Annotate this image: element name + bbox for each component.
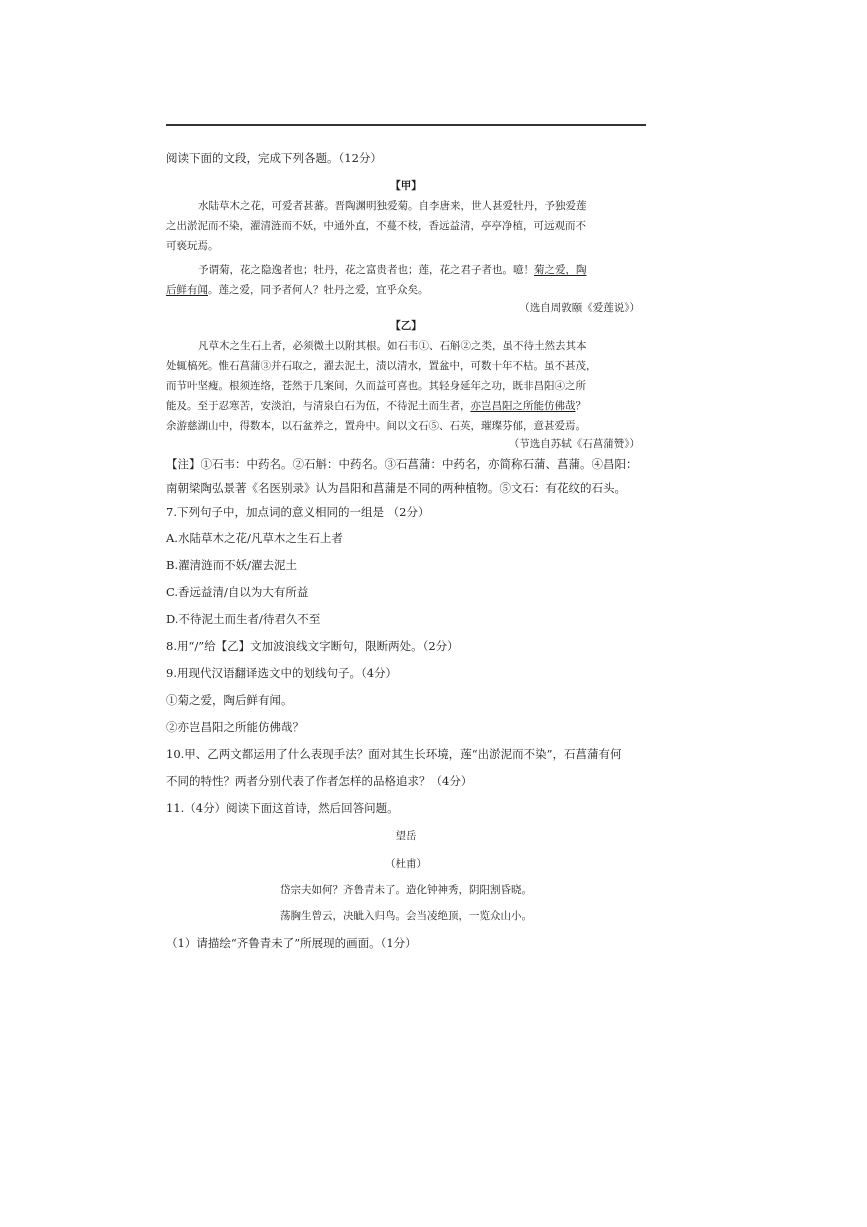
question-8: 8.用“/”给【乙】文加波浪线文字断句，限断两处。（2分） (166, 639, 459, 653)
passage-a-line: 水陆草木之花，可爱者甚蕃。晋陶渊明独爱菊。自李唐来，世人甚爱牡丹，予独爱莲 (198, 200, 587, 212)
notes-line: 南朝梁陶弘景著《名医别录》认为昌阳和菖蒲是不同的两种植物。⑤文石：有花纹的石头。 (166, 481, 626, 495)
passage-b-text: ？ (575, 400, 586, 412)
poem-author: （杜甫） (385, 858, 427, 870)
option-a: A.水陆草木之花/凡草木之生石上者 (166, 531, 343, 545)
question-11-sub1: （1）请描绘“齐鲁青未了”所展现的画面。（1分） (166, 936, 417, 950)
question-7-stem: 7.下列句子中，加点词的意义相同的一组是 （2分） (166, 505, 430, 519)
question-9-stem: 9.用现代汉语翻译选文中的划线句子。（4分） (166, 666, 398, 680)
passage-a-heading: 【甲】 (390, 180, 422, 192)
instruction: 阅读下面的文段，完成下列各题。（12分） (166, 151, 382, 165)
underlined-sentence: 亦岂昌阳之所能仿佛哉 (470, 400, 576, 412)
passage-a-line: 可亵玩焉。 (166, 240, 219, 252)
option-b: B.濯清涟而不妖/濯去泥土 (166, 558, 297, 572)
passage-b-line: 而节叶坚瘦。根须连络，苍然于几案间，久而益可喜也。其轻身延年之功，既非昌阳④之所 (166, 380, 586, 392)
passage-a-line (166, 282, 429, 298)
passage-a-text: 予谓菊，花之隐逸者也；牡丹，花之富贵者也；莲，花之君子者也。噫！ (198, 264, 534, 276)
top-rule (166, 124, 646, 126)
option-d: D.不待泥土而生者/待君久不至 (166, 612, 321, 626)
question-11-stem: 11.（4分）阅读下面这首诗，然后回答问题。 (166, 801, 399, 815)
passage-b-line: 处辄槁死。惟石菖蒲③并石取之，濯去泥土，渍以清水，置盆中，可数十年不枯。虽不甚茂， (166, 360, 597, 372)
poem-title: 望岳 (395, 830, 417, 842)
poem-line: 岱宗夫如何？齐鲁青未了。造化钟神秀，阴阳割昏晓。 (280, 884, 532, 896)
underlined-sentence: 后鲜有闻 (166, 284, 208, 296)
passage-a-line: 之出淤泥而不染，濯清涟而不妖，中通外直，不蔓不枝，香远益清，亭亭净植，可远观而不 (166, 220, 586, 232)
passage-a-source: （选自周敦颐《爱莲说》） (519, 302, 640, 314)
passage-a-line (198, 262, 587, 278)
option-c: C.香远益清/自以为大有所益 (166, 585, 309, 599)
passage-b-line: 凡草木之生石上者，必须微土以附其根。如石韦①、石斛②之类，虽不待土然去其本 (198, 340, 587, 352)
question-10-line: 不同的特性？两者分别代表了作者怎样的品格追求？（4分） (166, 774, 473, 788)
passage-b-source: （节选自苏轼《石菖蒲赞》） (508, 438, 640, 450)
notes-line: 【注】①石韦：中药名。②石斛：中药名。③石菖蒲：中药名，亦简称石蒲、菖蒲。④昌阳： (166, 457, 638, 471)
question-9-item: ①菊之爱，陶后鲜有闻。 (166, 693, 293, 707)
underlined-sentence: 菊之爱，陶 (534, 264, 587, 276)
passage-b-text: 能及。至于忍寒苦，安淡泊，与清泉白石为伍，不待泥土而生者， (166, 400, 471, 412)
question-10-line: 10.甲、乙两文都运用了什么表现手法？面对其生长环境，莲“出淤泥而不染”，石菖蒲有何 (166, 747, 622, 761)
poem-line: 荡胸生曾云，决眦入归鸟。会当凌绝顶，一览众山小。 (280, 910, 532, 922)
passage-b-line: 余游慈湖山中，得数本，以石盆养之，置舟中。间以文石⑤、石英，璀璨芬郁，意甚爱焉。 (166, 420, 586, 432)
passage-b-heading: 【乙】 (390, 320, 422, 332)
question-9-item: ②亦岂昌阳之所能仿佛哉？ (166, 720, 304, 734)
passage-b-line (166, 398, 586, 414)
passage-a-text: 。莲之爱，同予者何人？牡丹之爱，宜乎众矣。 (208, 284, 429, 296)
